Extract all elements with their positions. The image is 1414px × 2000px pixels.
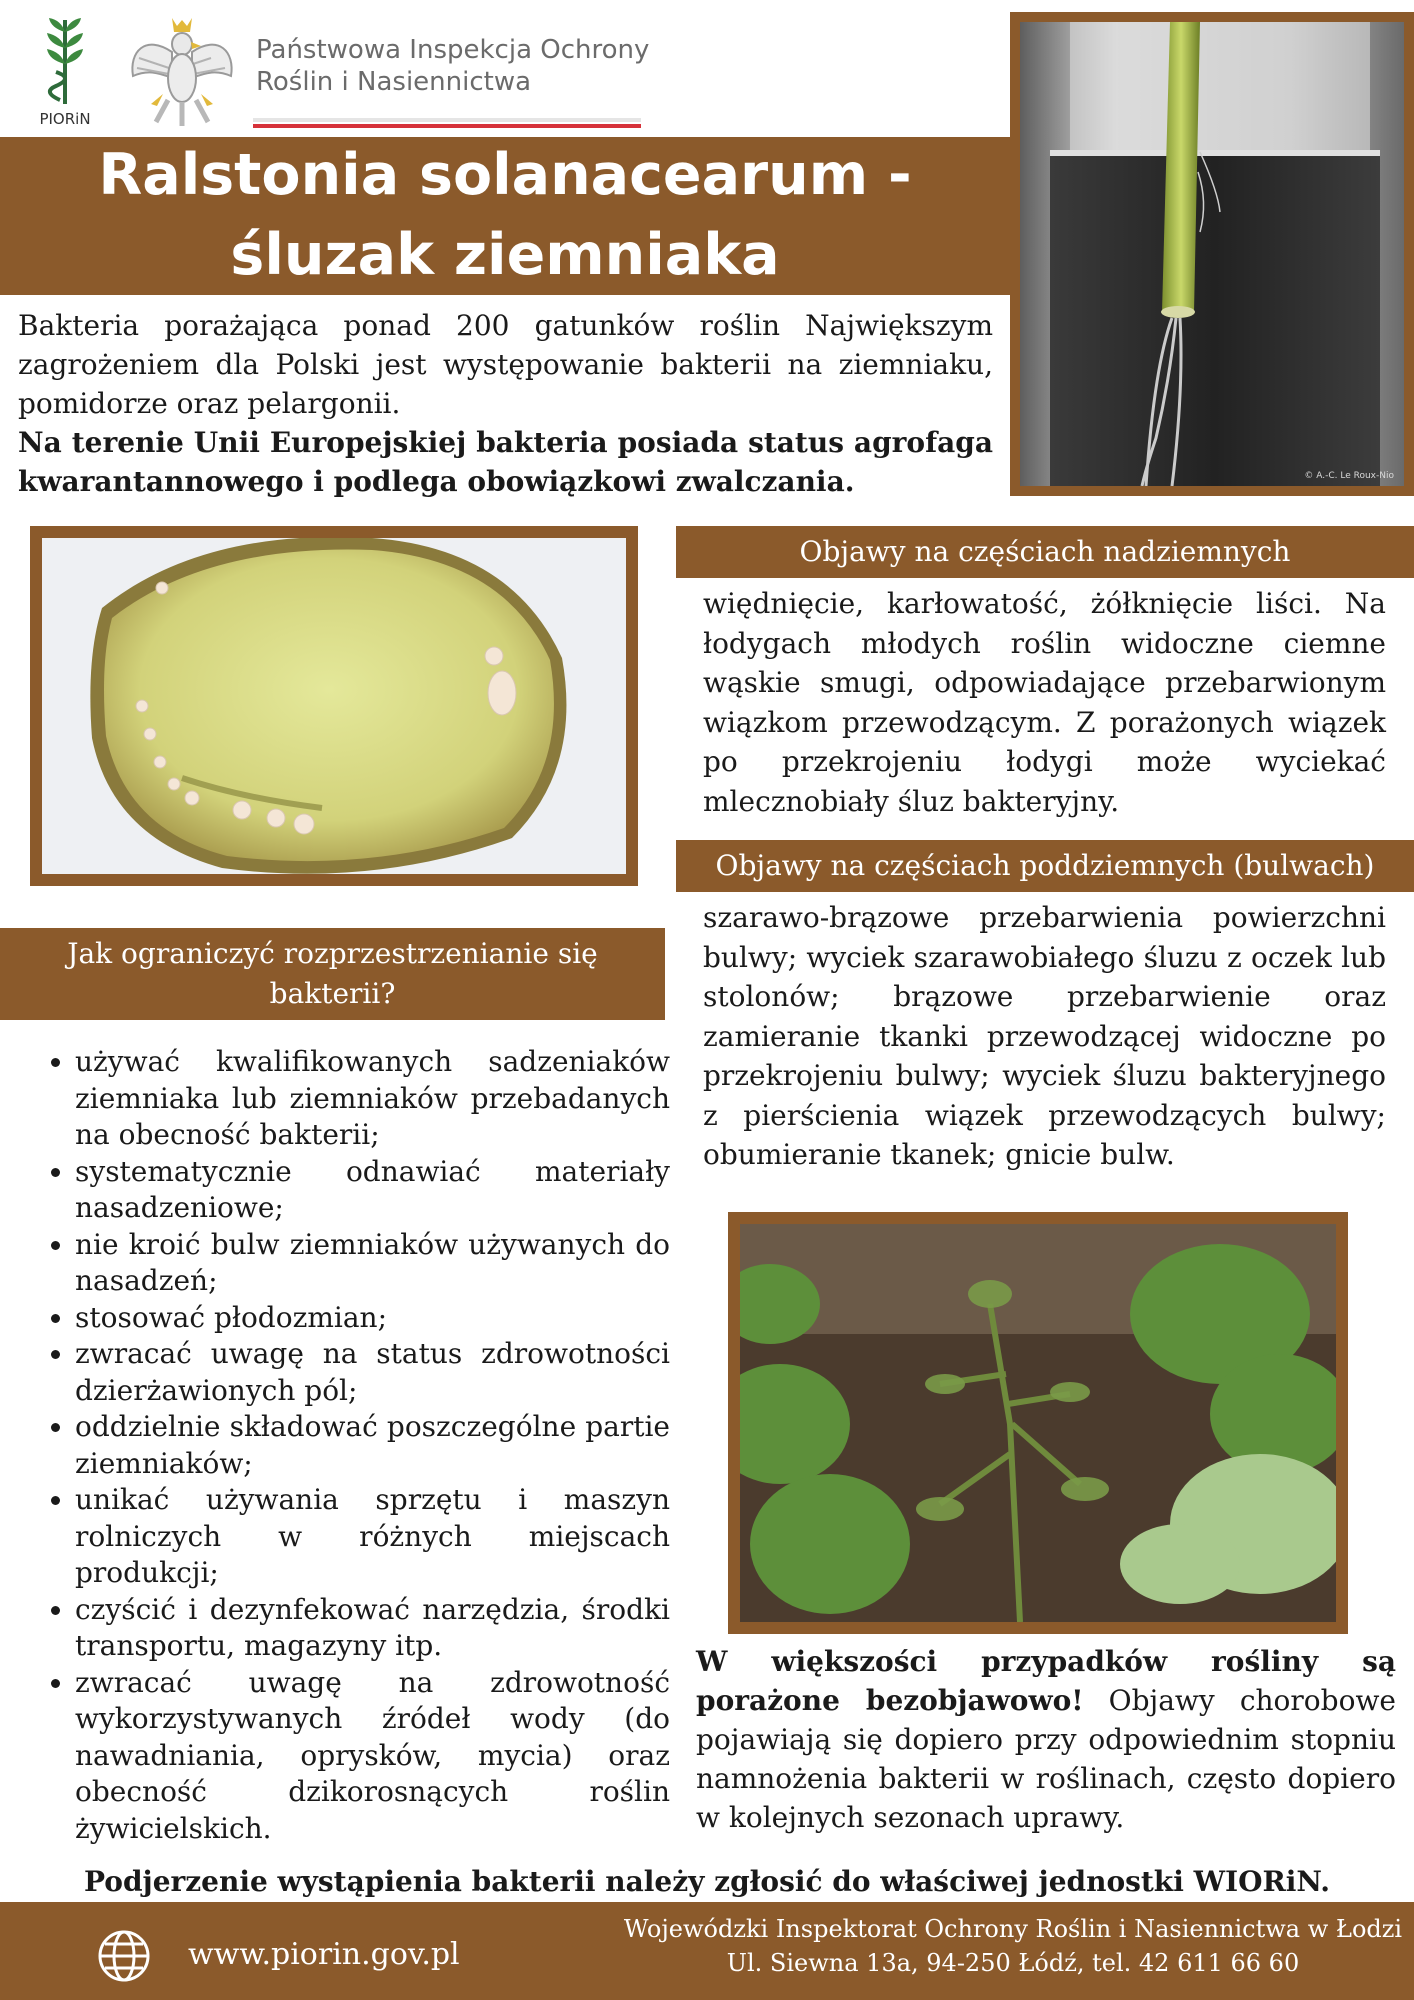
intro-text: Bakteria porażająca ponad 200 gatunków roślin Największym zagrożeniem dla Polski jest występowanie bakterii na ziemniaku, pomidorze oraz pelargonii. (18, 309, 993, 420)
intro-quarantine-status: Na terenie Unii Europejskiej bakteria posiada status agrofaga kwarantannowego i podlega obowiązkowi zwalczania. (18, 426, 993, 498)
below-ground-symptoms-text: szarawo-brązowe przebarwienia powierzchni bulwy; wyciek szarawobiałego śluzu z oczek lub stolonów; brązowe przebarwienie oraz zamieranie tkanki przewodzącej widoczne po przekrojeniu bulwy; wyciek śluzu bakteryjnego z pierścienia wiązek przewodzących bulwy; obumieranie tkanek; gnicie bulw. (703, 901, 1386, 1171)
list-item: • nie kroić bulw ziemniaków używanych do nasadzeń; (75, 1227, 670, 1300)
footer-address-line2: Ul. Siewna 13a, 94-250 Łódź, tel. 42 611 66 60 (726, 1949, 1300, 1977)
page-title (0, 135, 1010, 295)
asymptomatic-note-emphasis: W większości przypadków rośliny są porażone bezobjawowo! (696, 1645, 1396, 1717)
asymptomatic-note (696, 1642, 1396, 1837)
potato-cross-section-photo (30, 526, 638, 886)
page-title-line2: śluzak ziemniaka (230, 222, 780, 288)
above-ground-symptoms-heading: Objawy na częściach nadziemnych (676, 526, 1414, 578)
list-item: • systematycznie odnawiać materiały nasadzeniowe; (75, 1154, 670, 1227)
piorin-logo (30, 12, 100, 128)
asymptomatic-note-text: Objawy chorobowe pojawiają się dopiero przy odpowiednim stopniu namnożenia bakterii w roślinach, często dopiero w kolejnych sezonach uprawy. (696, 1684, 1396, 1834)
piorin-logo-text: PIORiN (39, 110, 91, 128)
spread-prevention-heading: Jak ograniczyć rozprzestrzenianie się bakterii? (0, 928, 665, 1020)
website-link[interactable]: www.piorin.gov.pl (188, 1937, 460, 1972)
list-item: • unikać używania sprzętu i maszyn rolniczych w różnych miejscach produkcji; (75, 1482, 670, 1592)
globe-icon (96, 1928, 152, 1984)
ooze-test-photo (1010, 12, 1414, 496)
organization-name-line1: Państwowa Inspekcja Ochrony (256, 35, 650, 65)
wilting-plant-field-photo (728, 1212, 1348, 1634)
footer-address (612, 1912, 1414, 1980)
above-ground-symptoms-text: więdnięcie, karłowatość, żółknięcie liści. Na łodygach młodych roślin widoczne ciemne wąskie smugi, odpowiadające przebarwionym wiązkom przewodzącym. Z porażonych wiązek po przekrojeniu łodygi może wyciekać mlecznobiały śluz bakteryjny. (703, 587, 1386, 818)
list-item: • oddzielnie składować poszczególne partie ziemniaków; (75, 1409, 670, 1482)
list-item: • stosować płodozmian; (75, 1300, 670, 1337)
organization-name (256, 34, 656, 98)
list-item: • zwracać uwagę na status zdrowotności dzierżawionych pól; (75, 1336, 670, 1409)
footer-address-line1: Wojewódzki Inspektorat Ochrony Roślin i Nasiennictwa w Łodzi (623, 1915, 1403, 1943)
flag-stripe (253, 118, 641, 128)
polish-eagle-emblem (125, 12, 240, 132)
below-ground-symptoms-heading: Objawy na częściach poddziemnych (bulwach) (676, 840, 1414, 892)
list-item: • zwracać uwagę na zdrowotność wykorzystywanych źródeł wody (do nawadniania, oprysków, mycia) oraz obecność dzikorosnących roślin żywicielskich. (75, 1665, 670, 1848)
page-title-line1: Ralstonia solanacearum - (98, 142, 912, 208)
prevention-measures-list (20, 1044, 670, 1847)
list-item: • używać kwalifikowanych sadzeniaków ziemniaka lub ziemniaków przebadanych na obecność bakterii; (75, 1044, 670, 1154)
photo-credit: © A.-C. Le Roux-Nio (1304, 471, 1394, 481)
intro-paragraph (18, 306, 993, 501)
report-instruction: Podjerzenie wystąpienia bakterii należy zgłosić do właściwej jednostki WIORiN. (84, 1865, 1330, 1898)
organization-name-line2: Roślin i Nasiennictwa (256, 67, 532, 97)
list-item: • czyścić i dezynfekować narzędzia, środki transportu, magazyny itp. (75, 1592, 670, 1665)
